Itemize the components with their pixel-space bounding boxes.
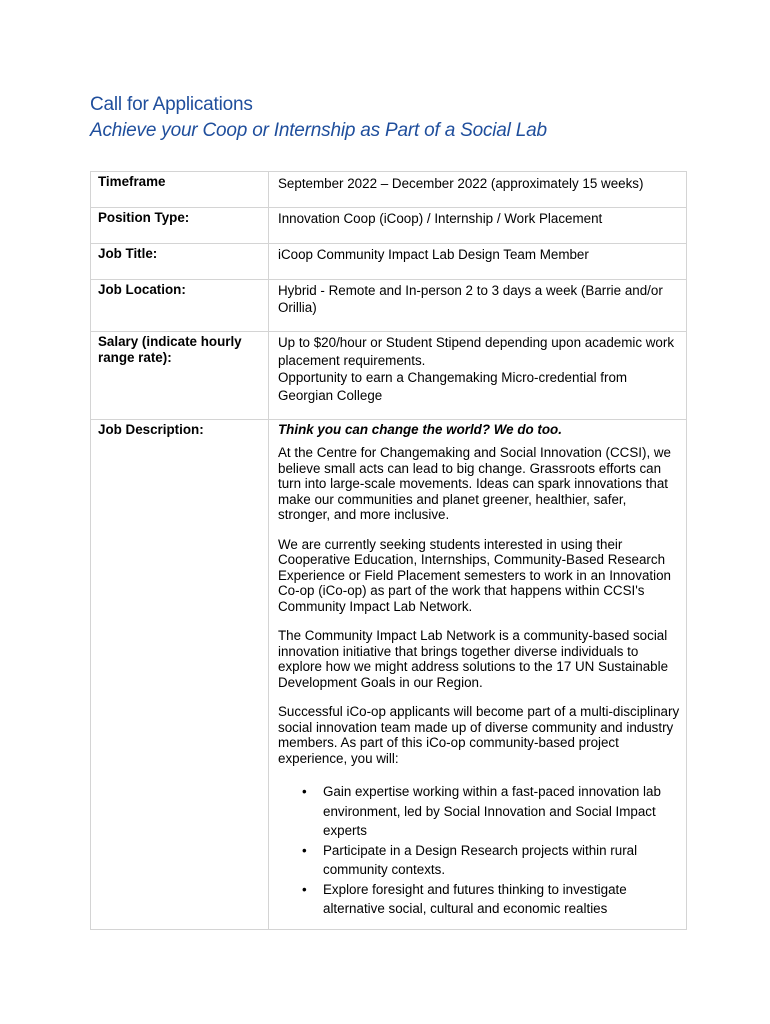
salary-label: Salary (indicate hourly range rate): bbox=[91, 332, 269, 420]
document-heading bbox=[90, 92, 547, 144]
description-bullet-list bbox=[278, 782, 682, 919]
timeframe-value: September 2022 – December 2022 (approximately 15 weeks) bbox=[269, 172, 687, 208]
table-row-job-description bbox=[91, 420, 687, 930]
document-subtitle: Achieve your Coop or Internship as Part of a Social Lab bbox=[90, 120, 547, 141]
job-description-label: Job Description: bbox=[91, 420, 269, 930]
description-paragraph: We are currently seeking students interested in using their Cooperative Education, Internships, Community-Based Research Experience or Field Placement semesters to work in an Innovation Co-op (iCo-op) as part of the work that happens within CCSI's Community Impact Lab Network. bbox=[278, 536, 671, 614]
job-location-value: Hybrid - Remote and In-person 2 to 3 days a week (Barrie and/or Orillia) bbox=[269, 280, 687, 332]
table-row-job-title bbox=[91, 244, 687, 280]
description-paragraph: At the Centre for Changemaking and Social Innovation (CCSI), we believe small acts can lead to big change. Grassroots efforts can turn into large-scale movements. Ideas can spark innovations that make our communities and planet greener, healthier, safer, stronger, and more inclusive. bbox=[278, 445, 671, 522]
table-row-salary bbox=[91, 332, 687, 420]
bullet-item: • Gain expertise working within a fast-paced innovation lab environment, led by Social Innovation and Social Impact experts bbox=[315, 782, 682, 841]
bullet-item: • Explore foresight and futures thinking to investigate alternative social, cultural and economic realties bbox=[315, 880, 682, 919]
description-intro: Think you can change the world? We do too. bbox=[278, 422, 562, 437]
job-location-label: Job Location: bbox=[91, 280, 269, 332]
timeframe-label: Timeframe bbox=[91, 172, 269, 208]
job-details-table bbox=[90, 171, 687, 930]
job-title-label: Job Title: bbox=[91, 244, 269, 280]
salary-value bbox=[269, 332, 687, 420]
job-description-value bbox=[269, 420, 687, 930]
salary-line-1: Up to $20/hour or Student Stipend depending upon academic work placement requirements. bbox=[278, 335, 675, 368]
description-paragraph: Successful iCo-op applicants will become part of a multi-disciplinary social innovation team made up of diverse community and industry members. As part of this iCo-op community-based project experience, you will: bbox=[278, 704, 680, 766]
document-title: Call for Applications bbox=[90, 94, 253, 115]
bullet-item: • Participate in a Design Research projects within rural community contexts. bbox=[315, 841, 682, 880]
table-row-job-location bbox=[91, 280, 687, 332]
description-paragraph: The Community Impact Lab Network is a community-based social innovation initiative that brings together diverse individuals to explore how we might address solutions to the 17 UN Sustainable Development Goals in our Region. bbox=[278, 628, 669, 690]
table-row-timeframe bbox=[91, 172, 687, 208]
position-type-label: Position Type: bbox=[91, 208, 269, 244]
salary-line-2: Opportunity to earn a Changemaking Micro-credential from Georgian College bbox=[278, 370, 628, 403]
position-type-value: Innovation Coop (iCoop) / Internship / Work Placement bbox=[269, 208, 687, 244]
table-row-position-type bbox=[91, 208, 687, 244]
job-title-value: iCoop Community Impact Lab Design Team Member bbox=[269, 244, 687, 280]
